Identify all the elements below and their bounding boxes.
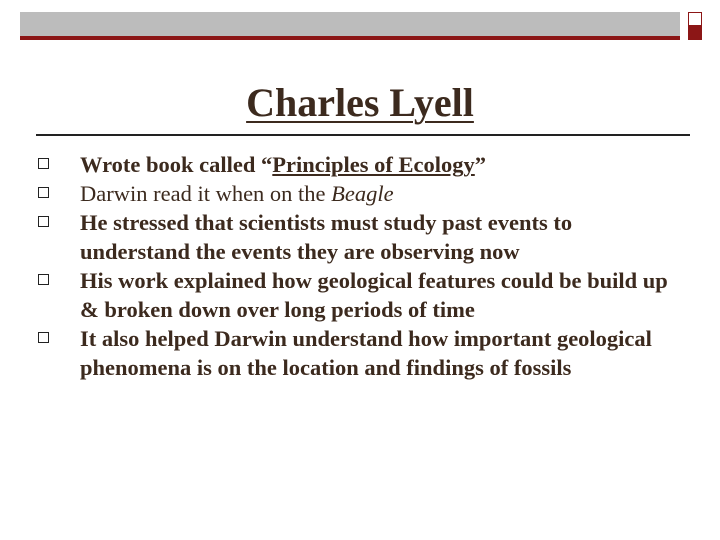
bullet-text: His work explained how geological features could be build up & broken down over long periods of time [80,268,668,322]
slide-title: Charles Lyell [246,80,474,125]
square-bullet-icon [38,216,49,227]
title-divider [36,134,690,136]
bullet-item [38,208,678,266]
bullet-item [38,179,678,208]
corner-square-filled [688,26,702,40]
bullet-text-suffix: ” [474,152,487,177]
corner-square-outline [688,12,702,26]
bullet-item [38,324,678,382]
square-bullet-icon [38,187,49,198]
corner-squares [688,12,702,40]
square-bullet-icon [38,274,49,285]
bullet-list [38,150,678,382]
bullet-text-prefix: Wrote book called “ [80,152,273,177]
ship-name: Beagle [331,181,394,206]
bullet-text: Darwin read it when on the [80,181,332,206]
bullet-text: It also helped Darwin understand how important geological phenomena is on the location and findings of fossils [80,326,652,380]
bullet-text: He stressed that scientists must study past events to understand the events they are observing now [80,210,573,264]
square-bullet-icon [38,332,49,343]
bullet-item [38,150,678,179]
bullet-item [38,266,678,324]
header-bar [20,12,680,40]
book-title-link: Principles of Ecology [272,152,475,177]
square-bullet-icon [38,158,49,169]
